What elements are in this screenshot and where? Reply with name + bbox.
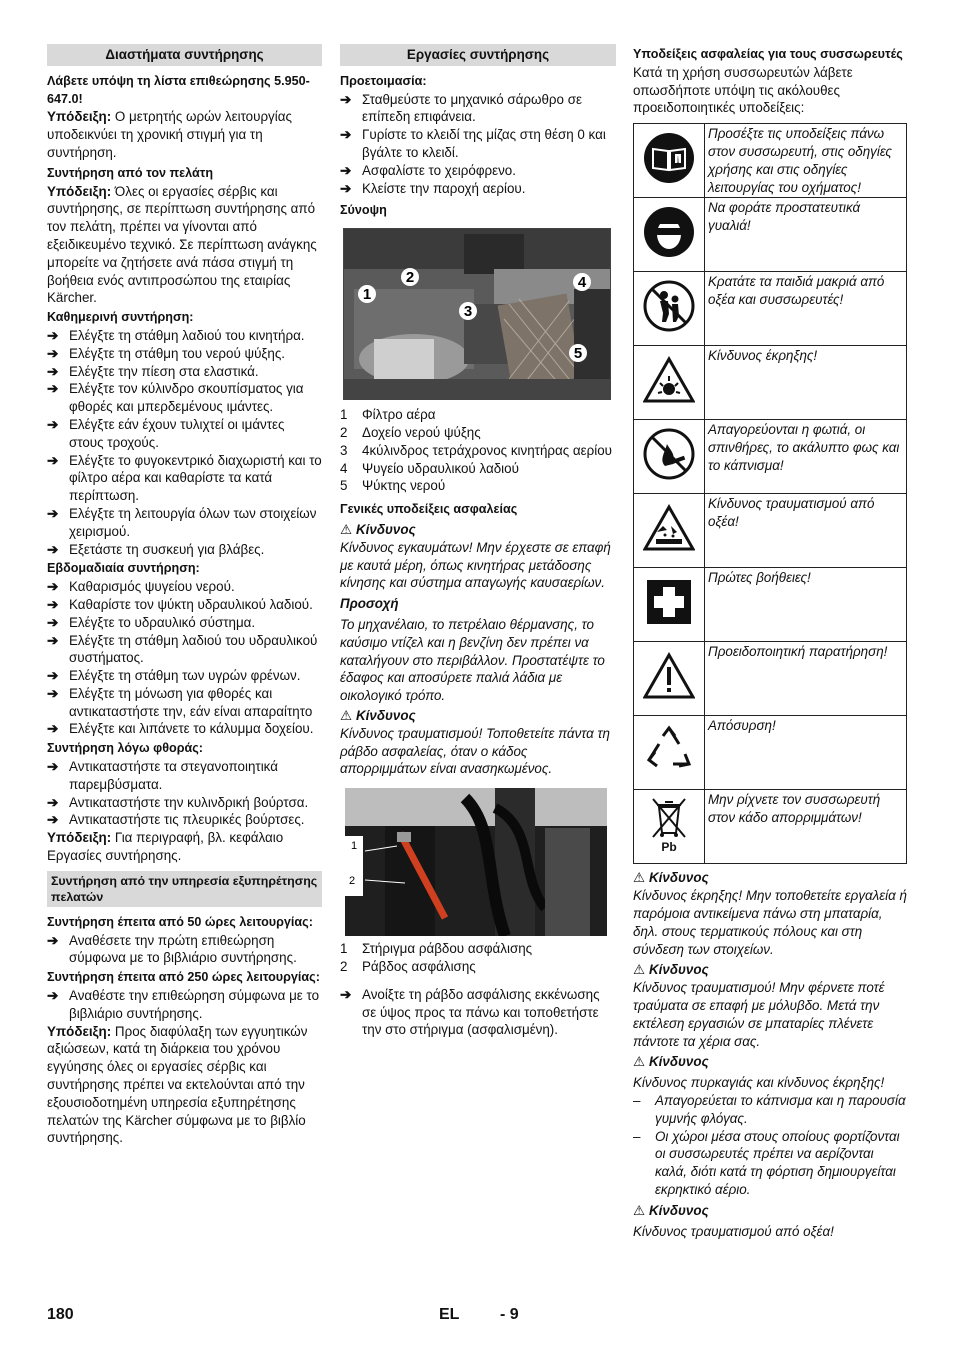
figure-legend-2 <box>340 940 616 976</box>
table-row <box>634 790 907 864</box>
wear-maintenance-heading: Συντήρηση λόγω φθοράς: <box>47 741 203 756</box>
sub-page-number: - 9 <box>500 1306 519 1323</box>
table-row <box>634 642 907 716</box>
warning-icon: ⚠ <box>340 521 353 537</box>
table-row <box>634 420 907 494</box>
table-row <box>634 568 907 642</box>
column-middle <box>340 44 616 1039</box>
danger-text-2: Κίνδυνος τραυματισμού! Τοποθετείτε πάντα τη ράβδο ασφαλείας, όταν ο κάδος απορριμμάτων είναι ανασηκωμένος. <box>340 725 610 777</box>
arrow-icon: ➔ <box>47 668 59 684</box>
table-cell: Απαγορεύονται η φωτιά, οι σπινθήρες, το ακάλυπτο φως και το κάπνισμα! <box>705 420 907 494</box>
arrow-icon: ➔ <box>47 345 59 361</box>
table-row <box>634 272 907 346</box>
preparation-heading: Προετοιμασία: <box>340 73 427 88</box>
danger-label: ⚠ Κίνδυνος <box>633 1054 709 1070</box>
list-item: ➔ Ανοίξτε τη ράβδο ασφάλισης εκκένωσης σε ύψος προς τα πάνω και τοποθετήστε την στο στήριγμα (ασφαλισμένη). <box>340 986 600 1038</box>
svg-text:i: i <box>676 155 680 166</box>
danger-label: ⚠ Κίνδυνος <box>340 521 416 537</box>
list-item: ➔ Ελέγξτε τη στάθμη λαδιού του κινητήρα. <box>47 327 305 343</box>
danger-label: ⚠ Κίνδυνος <box>340 707 416 723</box>
legend-item: 5 Ψύκτης νερού <box>340 478 446 494</box>
battery-safety-table <box>633 123 907 864</box>
list-item: ➔ Ελέγξτε την πίεση στα ελαστικά. <box>47 363 259 379</box>
callout-3: 3 <box>463 303 473 321</box>
acid-hazard-icon <box>634 494 705 568</box>
danger-text: Κίνδυνος τραυματισμού! Μην φέρνετε ποτέ τραύματα σε επαφή με μόλυβδο. Μετά την εκτέλεση εργασιών σε μπαταρίες πλένετε πάντοτε τα χέρια σας. <box>633 980 885 1049</box>
danger-text: Κίνδυνος πυρκαγιάς και κίνδυνος έκρηξης! <box>633 1075 885 1091</box>
list-item: ➔ Κλείστε την παροχή αερίου. <box>340 180 526 196</box>
arrow-icon: ➔ <box>47 541 59 557</box>
warning-icon: ⚠ <box>633 1054 646 1070</box>
note-label: Υπόδειξη: <box>47 183 112 199</box>
customer-maintenance-heading: Συντήρηση από τον πελάτη <box>47 165 214 180</box>
list-item: – Απαγορεύεται το κάπνισμα και η παρουσία γυμνής φλόγας. <box>633 1092 906 1126</box>
read-manual-icon <box>634 124 705 198</box>
list-item: ➔ Αναθέστε την επιθεώρηση σύμφωνα με το βιβλιάριο συντήρησης. <box>47 988 320 1021</box>
list-item: ➔ Σταθμεύστε το μηχανικό σάρωθρο σε επίπεδη επιφάνεια. <box>340 91 582 125</box>
safety-bar-photo <box>345 788 607 936</box>
table-cell: Κρατάτε τα παιδιά μακριά από οξέα και συσσωρευτές! <box>705 272 907 346</box>
arrow-icon: ➔ <box>47 759 59 775</box>
list-item: ➔ Ελέγξτε τη στάθμη των υγρών φρένων. <box>47 668 301 684</box>
battery-intro: Κατά τη χρήση συσσωρευτών λάβετε οπωσδήποτε υπόψη τις ακόλουθες προειδοποιητικές υποδείξεις: <box>633 64 853 116</box>
arrow-icon: ➔ <box>47 632 59 648</box>
table-cell: Απόσυρση! <box>705 716 907 790</box>
list-item: ➔ Ελέγξτε εάν έχουν τυλιχτεί οι ιμάντες στους τροχούς. <box>47 416 285 450</box>
arrow-icon: ➔ <box>47 416 59 432</box>
column-right <box>633 44 907 1240</box>
table-row <box>634 494 907 568</box>
warning-icon: ⚠ <box>340 707 353 723</box>
column-left <box>47 44 322 1147</box>
general-safety-heading: Γενικές υποδείξεις ασφαλείας <box>340 502 518 517</box>
list-item: ➔ Ελέγξτε τη λειτουργία όλων των στοιχείων χειρισμού. <box>47 505 317 539</box>
list-item: ➔ Ελέγξτε το υδραυλικό σύστημα. <box>47 614 256 630</box>
danger-label: ⚠ Κίνδυνος <box>633 870 709 886</box>
arrow-icon: ➔ <box>47 596 59 612</box>
arrow-icon: ➔ <box>340 180 352 196</box>
list-item: ➔ Ελέγξτε τη στάθμη του νερού ψύξης. <box>47 345 286 361</box>
no-fire-icon <box>634 420 705 494</box>
arrow-icon: ➔ <box>47 932 59 948</box>
note-1 <box>47 108 322 161</box>
table-cell: Να φοράτε προστατευτικά γυαλιά! <box>705 198 907 272</box>
arrow-icon: ➔ <box>47 579 59 595</box>
list-item: ➔ Καθαρισμός ψυγείου νερού. <box>47 579 235 595</box>
weekly-maintenance-heading: Εβδομαδιαία συντήρηση: <box>47 561 200 576</box>
list-item: ➔ Γυρίστε το κλειδί της μίζας στη θέση 0 και βγάλτε το κλειδί. <box>340 127 606 160</box>
eye-protection-icon <box>634 198 705 272</box>
service-50h-heading: Συντήρηση έπειτα από 50 ώρες λειτουργίας: <box>47 914 313 929</box>
page-number: 180 <box>47 1306 74 1323</box>
figure-legend-1 <box>340 406 616 495</box>
note-text: Ο μετρητής ωρών λειτουργίας υποδεικνύει τη χρονική στιγμή για τη συντήρηση. <box>47 109 292 160</box>
language-code: EL <box>439 1306 460 1323</box>
arrow-icon: ➔ <box>47 505 59 521</box>
engine-overview-figure <box>343 228 611 400</box>
table-cell: Κίνδυνος έκρηξης! <box>705 346 907 420</box>
arrow-icon: ➔ <box>340 127 352 143</box>
weekly-list <box>47 578 322 738</box>
legend-item: 2 Δοχείο νερού ψύξης <box>340 424 481 440</box>
arrow-icon: ➔ <box>47 381 59 397</box>
battery-safety-heading: Υποδείξεις ασφαλείας για τους συσσωρευτές <box>633 47 903 61</box>
section-heading-maintenance-intervals: Διαστήματα συντήρησης <box>47 44 322 66</box>
list-item: ➔ Εξετάστε τη συσκευή για βλάβες. <box>47 541 265 557</box>
service-250h-heading: Συντήρηση έπειτα από 250 ώρες λειτουργίας: <box>47 970 320 985</box>
danger-text: Κίνδυνος έκρηξης! Μην τοποθετείτε εργαλεία ή παρόμοια αντικείμενα πάνω στη μπαταρία, δηλ. στους τερματικούς πόλους και στη σύνδεση των στοιχείων. <box>633 888 907 957</box>
callout-1: 1 <box>351 840 358 853</box>
arrow-icon: ➔ <box>47 452 59 468</box>
arrow-icon: ➔ <box>340 986 352 1002</box>
first-aid-icon <box>634 568 705 642</box>
arrow-icon: ➔ <box>47 794 59 810</box>
note-4: Υπόδειξη: Προς διαφύλαξη των εγγυητικών αξιώσεων, κατά τη διάρκεια του χρόνου εγγύησης όλες οι εργασίες σέρβις και συντήρησης πρέπει να εκτελούνται από την εξουσιοδοτημένη υπηρεσία εξυπηρέτησης πελατών της Kärcher σύμφωνα με το βιβλίο συντήρησης. <box>47 1023 308 1146</box>
table-row <box>634 346 907 420</box>
list-item: ➔ Αναθέσετε την πρώτη επιθεώρηση σύμφωνα με το βιβλιάριο συντήρησης. <box>47 932 297 966</box>
list-item: ➔ Ελέγξτε τον κύλινδρο σκουπίσματος για φθορές και μπερδεμένους ιμάντες. <box>47 381 304 415</box>
danger-label: ⚠ Κίνδυνος <box>633 962 709 978</box>
arrow-icon: ➔ <box>47 988 59 1004</box>
table-cell: Κίνδυνος τραυματισμού από οξέα! <box>705 494 907 568</box>
warning-icon: ⚠ <box>633 870 646 886</box>
callout-2: 2 <box>405 269 415 287</box>
table-row <box>634 716 907 790</box>
legend-item: 1 Φίλτρο αέρα <box>340 407 436 423</box>
warning-icon: ⚠ <box>633 1202 646 1218</box>
caution-label: Προσοχή <box>340 596 399 612</box>
daily-maintenance-heading: Καθημερινή συντήρηση: <box>47 310 194 325</box>
legend-item: 2 Ράβδος ασφάλισης <box>340 958 476 974</box>
daily-list <box>47 327 322 558</box>
keep-children-away-icon <box>634 272 705 346</box>
legend-item: 1 Στήριγμα ράβδου ασφάλισης <box>340 941 533 957</box>
table-cell: Προειδοποιητική παρατήρηση! <box>705 642 907 716</box>
list-item: ➔ Ελέγξτε το φυγοκεντρικό διαχωριστή και το φίλτρο αέρα και καθαρίστε τα κατά περίπτωση. <box>47 452 322 504</box>
table-cell: Πρώτες βοήθειες! <box>705 568 907 642</box>
warning-icon <box>634 642 705 716</box>
callout-1: 1 <box>362 286 372 304</box>
table-cell: Προσέξτε τις υποδείξεις πάνω στον συσσωρευτή, στις οδηγίες χρήσης και στις οδηγίες λειτουργίας του οχήματος! <box>705 124 907 198</box>
arrow-icon: ➔ <box>47 614 59 630</box>
table-cell: Μην ρίχνετε τον συσσωρευτή στον κάδο απορριμμάτων! <box>705 790 907 864</box>
list-item: ➔ Καθαρίστε τον ψύκτη υδραυλικού λαδιού. <box>47 596 313 612</box>
legend-item: 3 4κύλινδρος τετράχρονος κινητήρας αερίου <box>340 442 612 458</box>
recycle-icon <box>634 716 705 790</box>
arrow-icon: ➔ <box>340 91 352 107</box>
overview-heading: Σύνοψη <box>340 203 387 218</box>
explosion-hazard-icon <box>634 346 705 420</box>
note-label: Υπόδειξη: <box>47 109 112 125</box>
arrow-icon: ➔ <box>47 363 59 379</box>
list-item: ➔ Αντικαταστήστε την κυλινδρική βούρτσα. <box>47 794 309 810</box>
callout-4: 4 <box>577 274 587 292</box>
arrow-icon: ➔ <box>47 721 59 737</box>
danger-text-1: Κίνδυνος εγκαυμάτων! Μην έρχεστε σε επαφή με καυτά μέρη, όπως κινητήρας μετάδοσης κίνησης και σύστημα απαγωγής καυσαερίων. <box>340 539 611 591</box>
checklist-heading: Λάβετε υπόψη τη λίστα επιθεώρησης 5.950-647.0! <box>47 73 310 106</box>
warning-icon: ⚠ <box>633 962 646 978</box>
list-item: ➔ Ελέγξτε και λιπάνετε το κάλυμμα δοχείου. <box>47 721 314 737</box>
callout-2: 2 <box>349 875 356 888</box>
legend-item: 4 Ψυγείο υδραυλικού λαδιού <box>340 460 519 476</box>
list-item: ➔ Αντικαταστήστε τα στεγανοποιητικά παρεμβύσματα. <box>47 759 278 792</box>
list-item: ➔ Ελέγξτε τη μόνωση για φθορές και αντικαταστήστε την, εάν είναι απαραίτητο <box>47 685 313 719</box>
note-3: Υπόδειξη: Για περιγραφή, βλ. κεφάλαιο Εργασίες συντήρησης. <box>47 830 284 864</box>
safety-bar-figure <box>345 788 607 936</box>
arrow-icon: ➔ <box>47 685 59 701</box>
note-text: Όλες οι εργασίες σέρβις και συντήρησης, σε περίπτωση συντήρησης από τον πελάτη, πρέπει να γίνονται από εξειδικευμένο τεχνικό. Σε περίπτωση ανάγκης μπορείτε να ζητήσετε ανά πάσα στιγμή τη βοήθεια ενός αντιπροσώπου της εταιρίας Kärcher. <box>47 183 317 306</box>
engine-photo <box>344 229 610 399</box>
list-item: ➔ Ασφαλίστε το χειρόφρενο. <box>340 162 516 178</box>
wear-list <box>47 758 322 829</box>
list-item: ➔ Αντικαταστήστε τις πλευρικές βούρτσες. <box>47 812 305 828</box>
arrow-icon: ➔ <box>47 812 59 828</box>
danger-label: ⚠ Κίνδυνος <box>633 1202 709 1218</box>
table-row <box>634 124 907 198</box>
section-heading-service: Συντήρηση από την υπηρεσία εξυπηρέτησης πελατών <box>47 871 322 907</box>
arrow-icon: ➔ <box>47 327 59 343</box>
danger-text: Κίνδυνος τραυματισμού από οξέα! <box>633 1223 834 1239</box>
callout-5: 5 <box>573 345 583 363</box>
lead-symbol: Pb <box>661 840 677 855</box>
section-heading-maintenance-work: Εργασίες συντήρησης <box>340 44 616 66</box>
caution-text: Το μηχανέλαιο, το πετρέλαιο θέρμανσης, το καύσιμο ντίζελ και η βενζίνη δεν πρέπει να καταλήγουν στο περιβάλλον. Προστατέψτε το έδαφος και αποσύρετε παλιά λάδια με οικολογικό τρόπο. <box>340 616 605 704</box>
list-item: ➔ Ελέγξτε τη στάθμη λαδιού του υδραυλικού συστήματος. <box>47 632 318 666</box>
arrow-icon: ➔ <box>340 162 352 178</box>
list-item: – Οι χώροι μέσα στους οποίους φορτίζονται οι συσσωρευτές πρέπει να αερίζονται καλά, διότι κατά τη φόρτιση δημιουργείται εκρηκτικό αέριο. <box>633 1128 900 1197</box>
no-trash-bin-icon <box>634 790 705 864</box>
table-row <box>634 198 907 272</box>
note-2 <box>47 183 322 308</box>
